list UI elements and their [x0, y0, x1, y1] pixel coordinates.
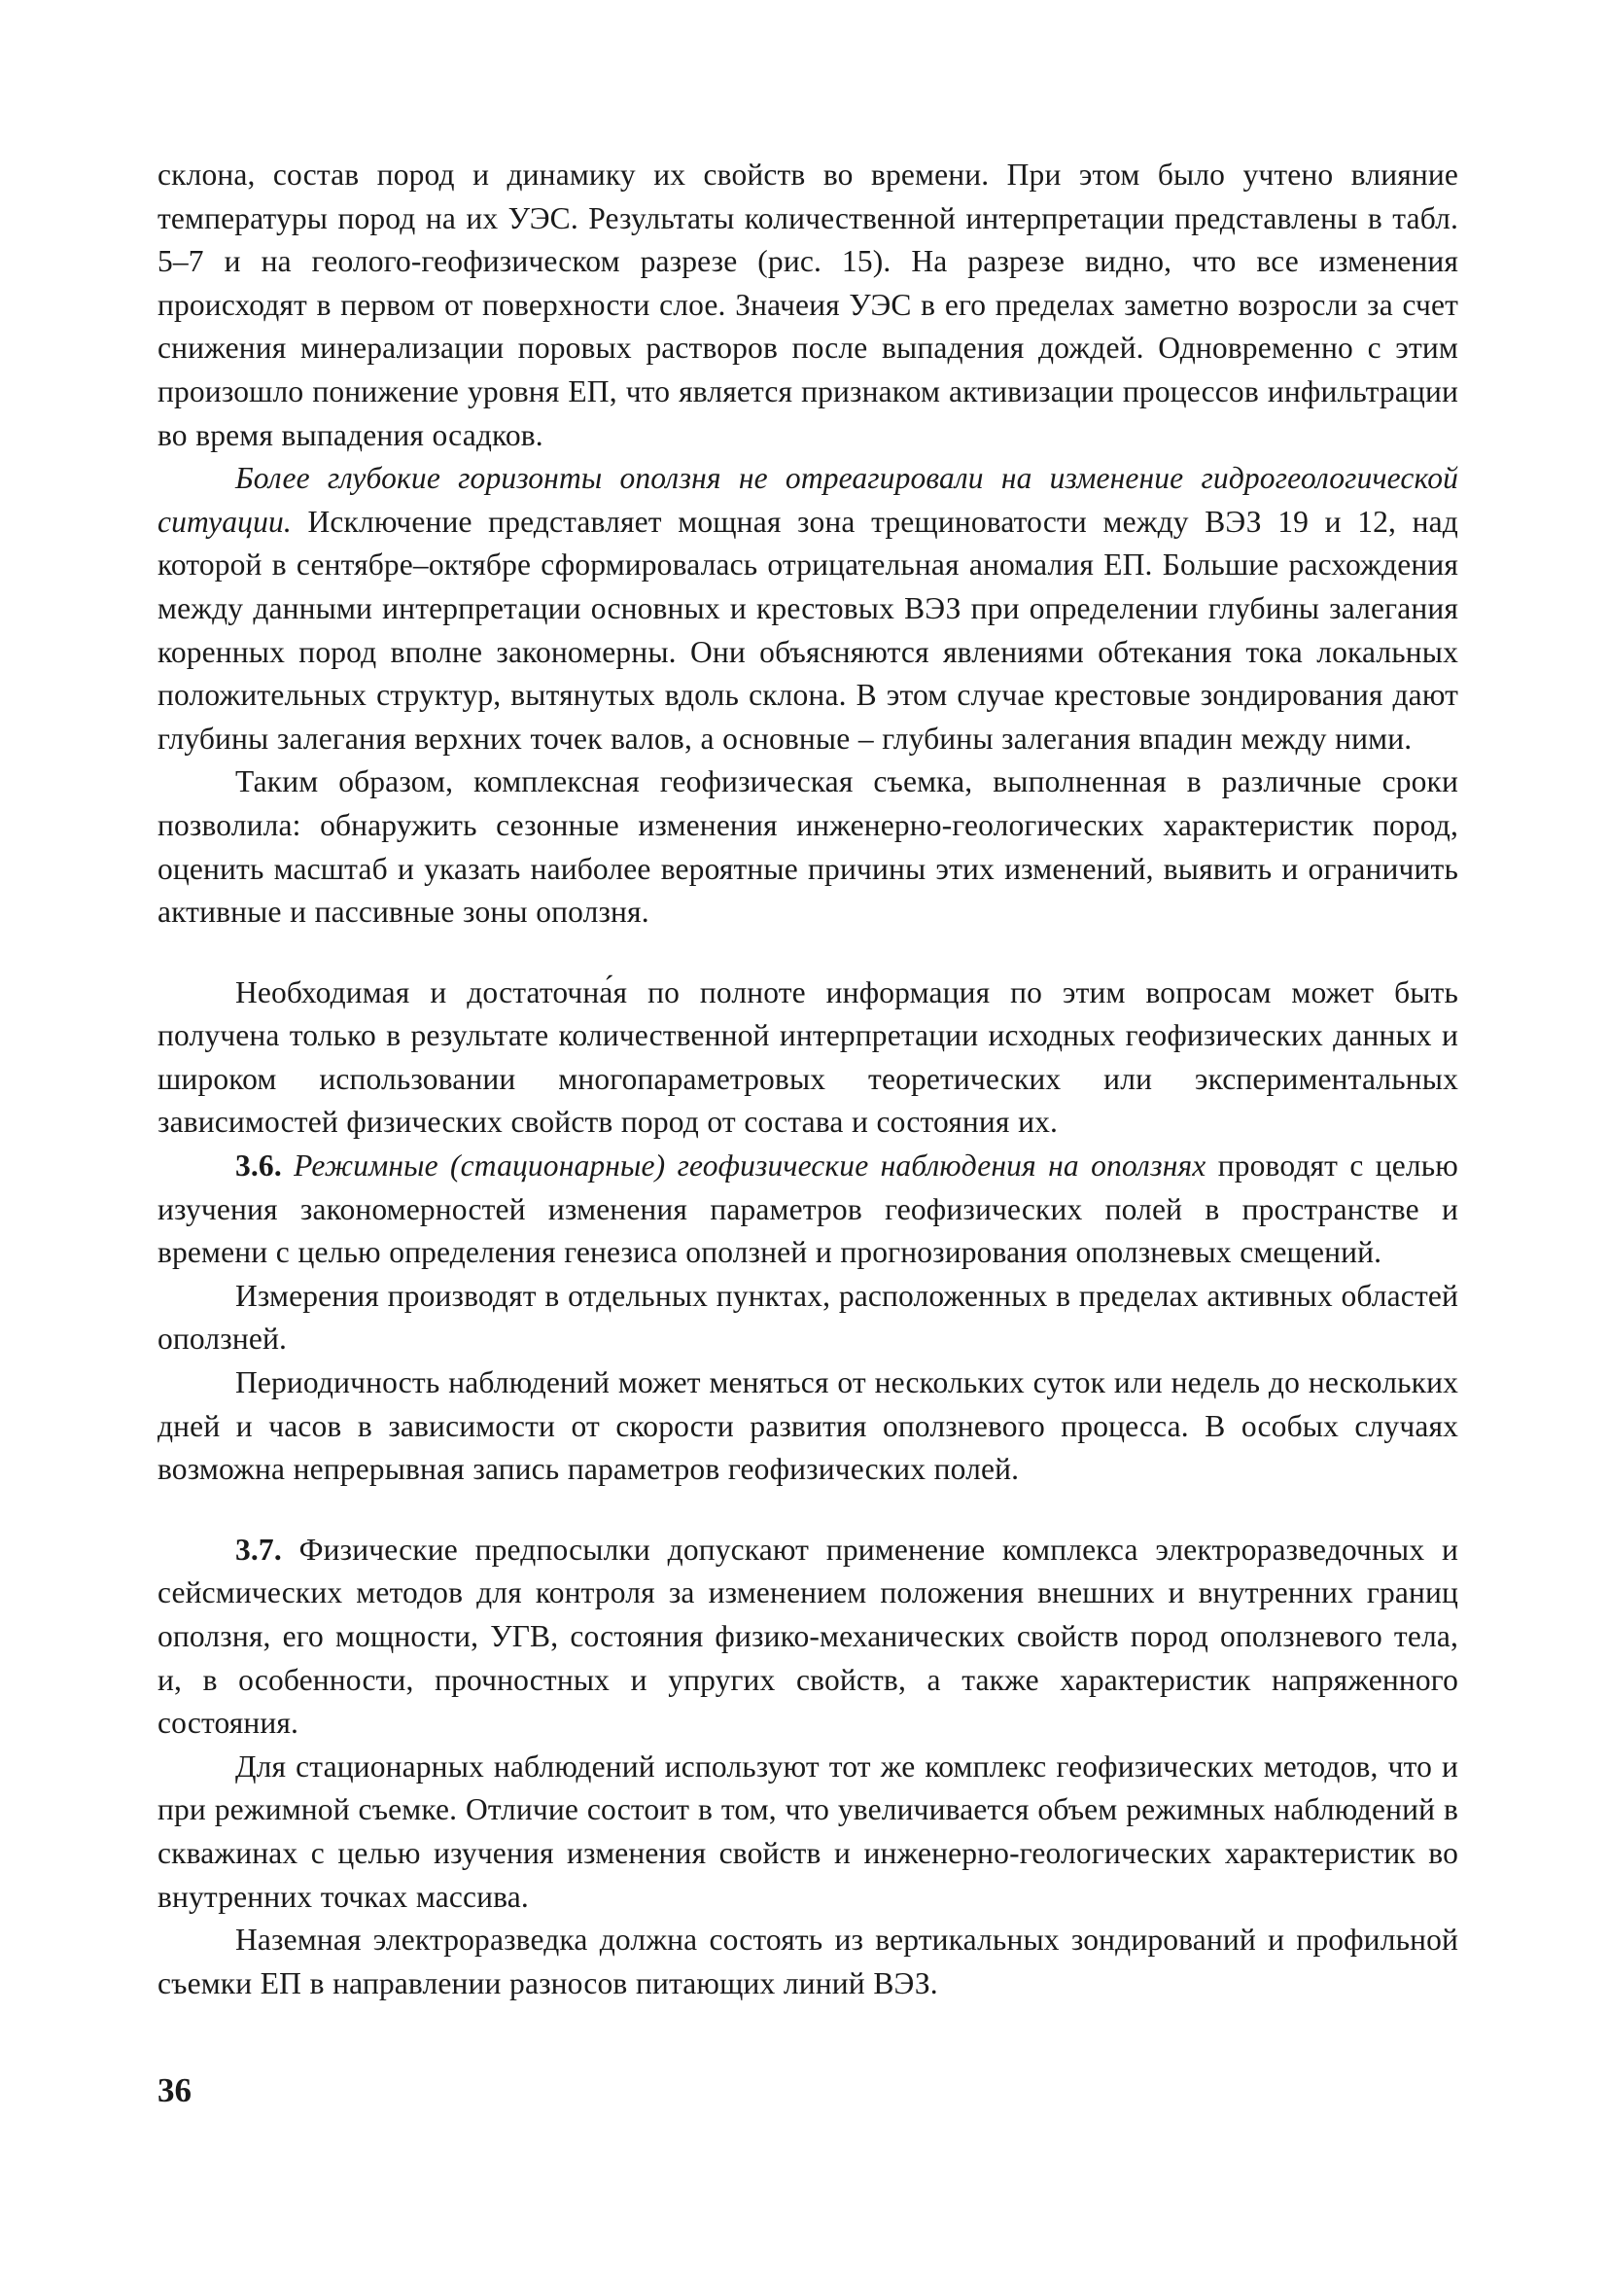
paragraph-body: Исключение представляет мощная зона трещиноватости между ВЭЗ 19 и 12, над которой в сентябре–октябре сформировалась отрицательная аномалия ЕП. Большие расхождения между данными интерпретации основных и крестовых ВЭЗ при определении глубины залегания коренных пород вполне закономерны. Они объясняются явлениями обтекания тока локальных положительных структур, вытянутых вдоль склона. В этом случае крестовые зондирования дают глубины залегания верхних точек валов, а основные – глубины залегания впадин между ними. — [157, 504, 1458, 756]
paragraph-stationary: Для стационарных наблюдений используют тот же комплекс геофизических методов, что и при режимной съемке. Отличие состоит в том, что увеличивается объем режимных наблюдений в скважинах с целью изучения изменения свойств и инженерно-геологических характеристик во внутренних точках массива. — [157, 1748, 1458, 1914]
italic-lead: Более глубокие горизонты оползня не отреагировали на изменение гидрогеологической ситуации. — [157, 461, 1458, 539]
page-text — [157, 154, 1458, 2005]
paragraph-conclusion: Таким образом, комплексная геофизическая съемка, выполненная в различные сроки позволила: обнаружить сезонные изменения инженерно-геологических характеристик пород, оценить масштаб и указать наиболее вероятные причины этих изменений, выявить и ограничить активные и пассивные зоны оползня. — [157, 764, 1458, 930]
paragraph-measurements: Измерения производят в отдельных пунктах, расположенных в пределах активных областей оползней. — [157, 1278, 1458, 1357]
paragraph-continuation: склона, состав пород и динамику их свойств во времени. При этом было учтено влияние температуры пород на их УЭС. Результаты количественной интерпретации представлены в табл. 5–7 и на геолого-геофизическом разрезе (рис. 15). На разрезе видно, что все изменения происходят в первом от поверхности слое. Значеия УЭС в его пределах заметно возросли за счет снижения минерализации поровых растворов после выпадения дождей. Одновременно с этим произошло понижение уровня ЕП, что является признаком активизации процессов инфильтрации во время выпадения осадков. — [157, 158, 1458, 452]
paragraph-information: Необходимая и достаточна́я по полноте информация по этим вопросам может быть получена только в результате количественной интерпретации исходных геофизических данных и широком использовании многопараметровых теоретических или экспериментальных зависимостей физических свойств пород от состава и состояния их. — [157, 974, 1458, 1140]
section-body: Физические предпосылки допускают применение комплекса электроразведочных и сейсмических методов для контроля за изменением положения внешних и внутренних границ оползня, его мощности, УГВ, состояния физико-механических свойств пород оползневого тела, и, в особенности, прочностных и упругих свойств, а также характеристик напряженного состояния. — [157, 1532, 1458, 1741]
section-3-7 — [157, 1529, 1458, 1746]
paragraph-electro: Наземная электроразведка должна состоять из вертикальных зондирований и профильной съемки ЕП в направлении разносов питающих линий ВЭЗ. — [157, 1923, 1458, 2000]
paragraph-deep-horizons — [157, 457, 1458, 760]
page-number: 36 — [157, 2071, 192, 2109]
section-number: 3.7. — [235, 1532, 282, 1567]
section-body: проводят с целью изучения закономерностей изменения параметров геофизических полей в пространстве и времени с целью определения генезиса оползней и прогнозирования оползневых смещений. — [157, 1148, 1458, 1270]
paragraph-periodicity: Периодичность наблюдений может меняться от нескольких суток или недель до нескольких дней и часов в зависимости от скорости развития оползневого процесса. В особых случаях возможна непрерывная запись параметров геофизических полей. — [157, 1365, 1458, 1487]
section-3-6 — [157, 1145, 1458, 1275]
section-number: 3.6. — [235, 1148, 282, 1183]
section-heading: Режимные (стационарные) геофизические наблюдения на оползнях — [281, 1148, 1206, 1183]
